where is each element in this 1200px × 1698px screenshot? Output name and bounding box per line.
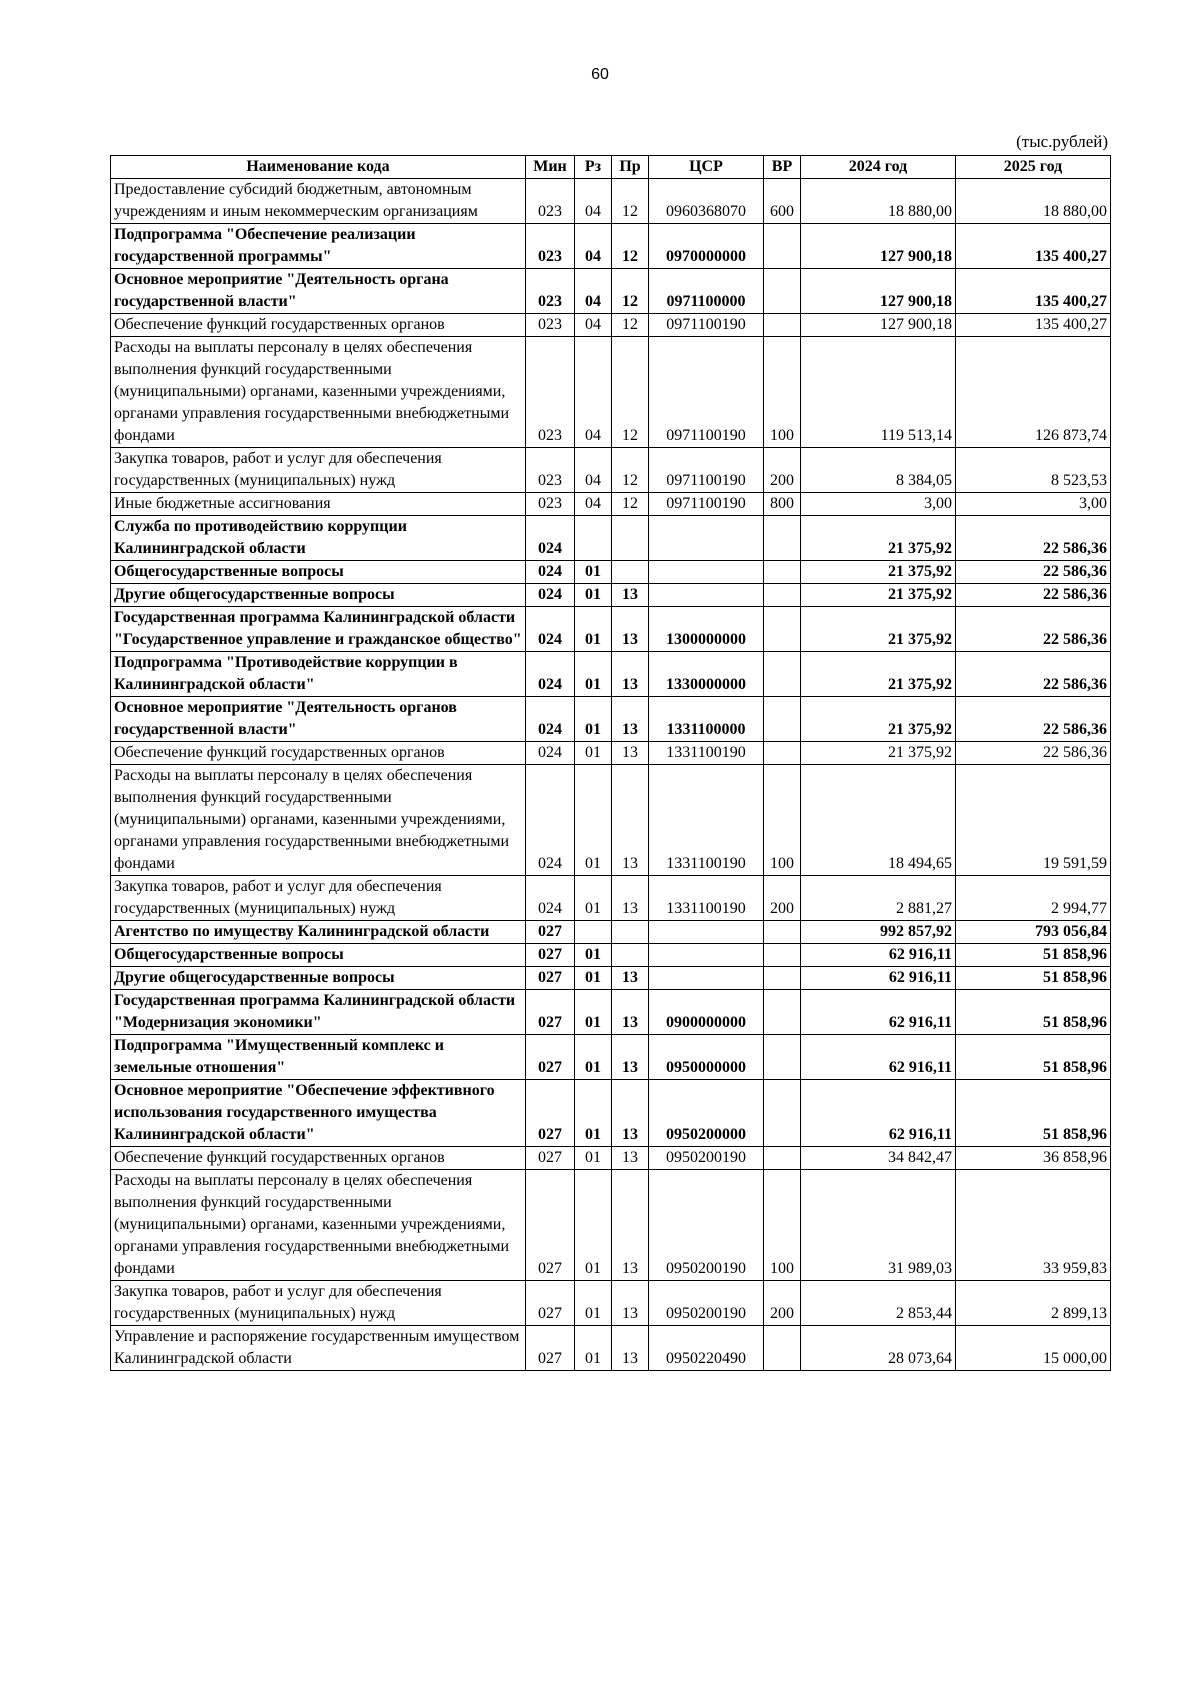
cell-pr: 13 (612, 1147, 649, 1170)
cell-2025: 51 858,96 (956, 1080, 1111, 1147)
header-row (111, 156, 1111, 179)
table-row (111, 921, 1111, 944)
cell-min: 027 (526, 1080, 575, 1147)
cell-name: Служба по противодействию коррупции Калининградской области (111, 516, 526, 561)
cell-vr (764, 652, 801, 697)
cell-min: 027 (526, 921, 575, 944)
cell-rz: 01 (575, 652, 612, 697)
cell-2024: 62 916,11 (801, 1080, 956, 1147)
cell-vr (764, 742, 801, 765)
table-row (111, 561, 1111, 584)
cell-min: 027 (526, 1281, 575, 1326)
cell-vr: 200 (764, 448, 801, 493)
cell-2025: 135 400,27 (956, 224, 1111, 269)
cell-2025: 51 858,96 (956, 944, 1111, 967)
cell-2024: 8 384,05 (801, 448, 956, 493)
cell-2024: 62 916,11 (801, 990, 956, 1035)
cell-vr (764, 584, 801, 607)
table-row (111, 607, 1111, 652)
cell-min: 024 (526, 765, 575, 876)
cell-vr (764, 561, 801, 584)
cell-csr (649, 561, 764, 584)
cell-csr: 0971100190 (649, 337, 764, 448)
cell-pr: 13 (612, 1326, 649, 1371)
table-row (111, 224, 1111, 269)
cell-pr: 13 (612, 607, 649, 652)
cell-2024: 62 916,11 (801, 1035, 956, 1080)
cell-pr: 13 (612, 697, 649, 742)
cell-rz: 01 (575, 967, 612, 990)
cell-2025: 126 873,74 (956, 337, 1111, 448)
cell-csr: 0970000000 (649, 224, 764, 269)
cell-2024: 21 375,92 (801, 697, 956, 742)
page-number: 60 (591, 66, 609, 83)
cell-csr: 0971100190 (649, 493, 764, 516)
cell-vr: 800 (764, 493, 801, 516)
cell-2025: 15 000,00 (956, 1326, 1111, 1371)
cell-min: 023 (526, 314, 575, 337)
cell-rz: 01 (575, 765, 612, 876)
cell-csr: 1330000000 (649, 652, 764, 697)
cell-pr: 13 (612, 876, 649, 921)
cell-rz: 01 (575, 1281, 612, 1326)
cell-rz: 01 (575, 1035, 612, 1080)
cell-name: Основное мероприятие "Обеспечение эффективного использования государственного имущества Калининградской области" (111, 1080, 526, 1147)
cell-vr (764, 1147, 801, 1170)
cell-2024: 18 880,00 (801, 179, 956, 224)
cell-2025: 36 858,96 (956, 1147, 1111, 1170)
cell-name: Подпрограмма "Имущественный комплекс и земельные отношения" (111, 1035, 526, 1080)
cell-min: 023 (526, 493, 575, 516)
table-row (111, 448, 1111, 493)
cell-2025: 135 400,27 (956, 314, 1111, 337)
cell-vr (764, 921, 801, 944)
cell-csr: 0950200190 (649, 1147, 764, 1170)
cell-pr: 12 (612, 493, 649, 516)
cell-vr: 100 (764, 1170, 801, 1281)
cell-name: Закупка товаров, работ и услуг для обеспечения государственных (муниципальных) нужд (111, 1281, 526, 1326)
table-row (111, 314, 1111, 337)
cell-csr: 1331100000 (649, 697, 764, 742)
cell-name: Основное мероприятие "Деятельность органов государственной власти" (111, 697, 526, 742)
header-pr: Пр (612, 156, 649, 179)
table-row (111, 584, 1111, 607)
cell-2025: 51 858,96 (956, 990, 1111, 1035)
table-row (111, 1281, 1111, 1326)
cell-pr: 13 (612, 990, 649, 1035)
cell-name: Обеспечение функций государственных органов (111, 742, 526, 765)
cell-2024: 127 900,18 (801, 269, 956, 314)
cell-pr: 13 (612, 584, 649, 607)
cell-name: Другие общегосударственные вопросы (111, 584, 526, 607)
cell-rz: 01 (575, 876, 612, 921)
table-row (111, 1035, 1111, 1080)
cell-rz: 04 (575, 179, 612, 224)
table-row (111, 1147, 1111, 1170)
cell-2024: 21 375,92 (801, 607, 956, 652)
table-row (111, 1080, 1111, 1147)
cell-pr: 13 (612, 1080, 649, 1147)
cell-vr (764, 1326, 801, 1371)
cell-2024: 34 842,47 (801, 1147, 956, 1170)
cell-min: 024 (526, 607, 575, 652)
cell-vr (764, 697, 801, 742)
header-name: Наименование кода (111, 156, 526, 179)
cell-min: 024 (526, 561, 575, 584)
cell-name: Другие общегосударственные вопросы (111, 967, 526, 990)
cell-name: Предоставление субсидий бюджетным, автономным учреждениям и иным некоммерческим организациям (111, 179, 526, 224)
cell-2024: 119 513,14 (801, 337, 956, 448)
cell-2024: 31 989,03 (801, 1170, 956, 1281)
table-row (111, 1326, 1111, 1371)
cell-2025: 8 523,53 (956, 448, 1111, 493)
cell-pr: 12 (612, 224, 649, 269)
cell-vr (764, 1080, 801, 1147)
cell-pr: 13 (612, 652, 649, 697)
cell-2025: 2 899,13 (956, 1281, 1111, 1326)
budget-table (110, 155, 1111, 1371)
cell-2024: 62 916,11 (801, 944, 956, 967)
table-row (111, 944, 1111, 967)
cell-pr: 12 (612, 337, 649, 448)
cell-2025: 22 586,36 (956, 516, 1111, 561)
cell-min: 024 (526, 876, 575, 921)
cell-pr: 12 (612, 179, 649, 224)
cell-min: 023 (526, 269, 575, 314)
cell-name: Управление и распоряжение государственным имуществом Калининградской области (111, 1326, 526, 1371)
cell-2025: 22 586,36 (956, 584, 1111, 607)
table-row (111, 990, 1111, 1035)
cell-min: 024 (526, 584, 575, 607)
cell-2024: 127 900,18 (801, 314, 956, 337)
cell-2025: 18 880,00 (956, 179, 1111, 224)
cell-min: 023 (526, 337, 575, 448)
cell-pr: 13 (612, 1281, 649, 1326)
cell-name: Подпрограмма "Обеспечение реализации государственной программы" (111, 224, 526, 269)
cell-vr (764, 990, 801, 1035)
cell-min: 024 (526, 697, 575, 742)
cell-vr (764, 269, 801, 314)
cell-min: 023 (526, 224, 575, 269)
cell-min: 027 (526, 1326, 575, 1371)
cell-rz: 01 (575, 1080, 612, 1147)
cell-rz: 01 (575, 990, 612, 1035)
cell-min: 027 (526, 967, 575, 990)
cell-name: Обеспечение функций государственных органов (111, 314, 526, 337)
table-row (111, 516, 1111, 561)
cell-rz: 04 (575, 493, 612, 516)
cell-vr: 600 (764, 179, 801, 224)
table-row (111, 967, 1111, 990)
cell-rz: 01 (575, 697, 612, 742)
cell-pr (612, 944, 649, 967)
cell-2025: 33 959,83 (956, 1170, 1111, 1281)
cell-name: Расходы на выплаты персоналу в целях обеспечения выполнения функций государственными (муниципальными) органами, казенными учреждениями, органами управления государственными внебюджетными фондами (111, 765, 526, 876)
cell-min: 024 (526, 516, 575, 561)
cell-csr: 1300000000 (649, 607, 764, 652)
header-rz: Рз (575, 156, 612, 179)
cell-name: Государственная программа Калининградской области "Модернизация экономики" (111, 990, 526, 1035)
table-body (111, 179, 1111, 1371)
cell-2025: 19 591,59 (956, 765, 1111, 876)
table-row (111, 876, 1111, 921)
cell-csr: 0971100000 (649, 269, 764, 314)
cell-vr: 100 (764, 337, 801, 448)
cell-pr: 13 (612, 1170, 649, 1281)
cell-2025: 22 586,36 (956, 607, 1111, 652)
cell-csr (649, 921, 764, 944)
cell-name: Обеспечение функций государственных органов (111, 1147, 526, 1170)
cell-2024: 18 494,65 (801, 765, 956, 876)
cell-pr (612, 921, 649, 944)
cell-rz: 01 (575, 607, 612, 652)
cell-2024: 21 375,92 (801, 561, 956, 584)
cell-min: 027 (526, 1147, 575, 1170)
cell-2025: 51 858,96 (956, 967, 1111, 990)
header-vr: ВР (764, 156, 801, 179)
cell-rz: 01 (575, 1170, 612, 1281)
cell-rz: 04 (575, 224, 612, 269)
cell-name: Расходы на выплаты персоналу в целях обеспечения выполнения функций государственными (муниципальными) органами, казенными учреждениями, органами управления государственными внебюджетными фондами (111, 1170, 526, 1281)
cell-min: 027 (526, 1035, 575, 1080)
cell-pr: 13 (612, 765, 649, 876)
cell-name: Общегосударственные вопросы (111, 944, 526, 967)
cell-rz: 04 (575, 448, 612, 493)
cell-2025: 3,00 (956, 493, 1111, 516)
cell-csr (649, 516, 764, 561)
cell-csr (649, 967, 764, 990)
cell-min: 027 (526, 990, 575, 1035)
header-csr: ЦСР (649, 156, 764, 179)
cell-rz: 01 (575, 584, 612, 607)
cell-csr: 0971100190 (649, 448, 764, 493)
cell-2025: 22 586,36 (956, 652, 1111, 697)
cell-vr (764, 967, 801, 990)
cell-2024: 21 375,92 (801, 516, 956, 561)
cell-2024: 21 375,92 (801, 652, 956, 697)
cell-csr: 0900000000 (649, 990, 764, 1035)
cell-rz: 01 (575, 1147, 612, 1170)
cell-min: 023 (526, 448, 575, 493)
cell-csr: 0950200190 (649, 1281, 764, 1326)
cell-vr (764, 314, 801, 337)
table-row (111, 493, 1111, 516)
table-row (111, 179, 1111, 224)
table-row (111, 337, 1111, 448)
cell-pr: 12 (612, 448, 649, 493)
cell-2024: 21 375,92 (801, 742, 956, 765)
cell-vr (764, 516, 801, 561)
cell-2025: 793 056,84 (956, 921, 1111, 944)
units-label: (тыс.рублей) (1016, 132, 1108, 151)
cell-pr: 12 (612, 269, 649, 314)
cell-min: 024 (526, 652, 575, 697)
cell-2025: 135 400,27 (956, 269, 1111, 314)
header-2025: 2025 год (956, 156, 1111, 179)
cell-vr (764, 607, 801, 652)
table-row (111, 697, 1111, 742)
cell-min: 023 (526, 179, 575, 224)
cell-name: Государственная программа Калининградской области "Государственное управление и гражданское общество" (111, 607, 526, 652)
cell-name: Общегосударственные вопросы (111, 561, 526, 584)
cell-vr (764, 224, 801, 269)
cell-csr: 0960368070 (649, 179, 764, 224)
cell-vr: 100 (764, 765, 801, 876)
cell-2025: 22 586,36 (956, 561, 1111, 584)
cell-csr: 0950200190 (649, 1170, 764, 1281)
cell-rz: 01 (575, 561, 612, 584)
cell-csr: 0950200000 (649, 1080, 764, 1147)
cell-2024: 2 881,27 (801, 876, 956, 921)
cell-2025: 22 586,36 (956, 697, 1111, 742)
cell-2024: 62 916,11 (801, 967, 956, 990)
cell-csr: 0971100190 (649, 314, 764, 337)
cell-rz: 04 (575, 314, 612, 337)
cell-2025: 51 858,96 (956, 1035, 1111, 1080)
cell-pr: 13 (612, 967, 649, 990)
cell-rz: 04 (575, 269, 612, 314)
cell-2024: 2 853,44 (801, 1281, 956, 1326)
cell-2025: 2 994,77 (956, 876, 1111, 921)
cell-csr: 0950220490 (649, 1326, 764, 1371)
cell-csr (649, 584, 764, 607)
cell-rz: 01 (575, 742, 612, 765)
cell-vr: 200 (764, 1281, 801, 1326)
cell-2024: 127 900,18 (801, 224, 956, 269)
cell-csr: 0950000000 (649, 1035, 764, 1080)
cell-name: Агентство по имуществу Калининградской области (111, 921, 526, 944)
cell-min: 024 (526, 742, 575, 765)
cell-2024: 992 857,92 (801, 921, 956, 944)
cell-pr: 13 (612, 1035, 649, 1080)
cell-2024: 28 073,64 (801, 1326, 956, 1371)
cell-csr: 1331100190 (649, 876, 764, 921)
header-min: Мин (526, 156, 575, 179)
cell-rz: 01 (575, 1326, 612, 1371)
table-row (111, 765, 1111, 876)
cell-name: Закупка товаров, работ и услуг для обеспечения государственных (муниципальных) нужд (111, 448, 526, 493)
cell-csr (649, 944, 764, 967)
cell-pr: 12 (612, 314, 649, 337)
cell-name: Иные бюджетные ассигнования (111, 493, 526, 516)
table-row (111, 742, 1111, 765)
cell-2025: 22 586,36 (956, 742, 1111, 765)
cell-min: 027 (526, 944, 575, 967)
cell-rz: 04 (575, 337, 612, 448)
cell-name: Подпрограмма "Противодействие коррупции в Калининградской области" (111, 652, 526, 697)
cell-csr: 1331100190 (649, 742, 764, 765)
cell-pr (612, 516, 649, 561)
cell-vr: 200 (764, 876, 801, 921)
table-row (111, 1170, 1111, 1281)
table-row (111, 269, 1111, 314)
cell-name: Основное мероприятие "Деятельность органа государственной власти" (111, 269, 526, 314)
cell-rz: 01 (575, 944, 612, 967)
cell-rz (575, 921, 612, 944)
cell-name: Закупка товаров, работ и услуг для обеспечения государственных (муниципальных) нужд (111, 876, 526, 921)
cell-vr (764, 1035, 801, 1080)
cell-2024: 3,00 (801, 493, 956, 516)
cell-pr (612, 561, 649, 584)
cell-rz (575, 516, 612, 561)
header-2024: 2024 год (801, 156, 956, 179)
cell-csr: 1331100190 (649, 765, 764, 876)
cell-min: 027 (526, 1170, 575, 1281)
cell-name: Расходы на выплаты персоналу в целях обеспечения выполнения функций государственными (муниципальными) органами, казенными учреждениями, органами управления государственными внебюджетными фондами (111, 337, 526, 448)
cell-pr: 13 (612, 742, 649, 765)
cell-vr (764, 944, 801, 967)
table-row (111, 652, 1111, 697)
cell-2024: 21 375,92 (801, 584, 956, 607)
